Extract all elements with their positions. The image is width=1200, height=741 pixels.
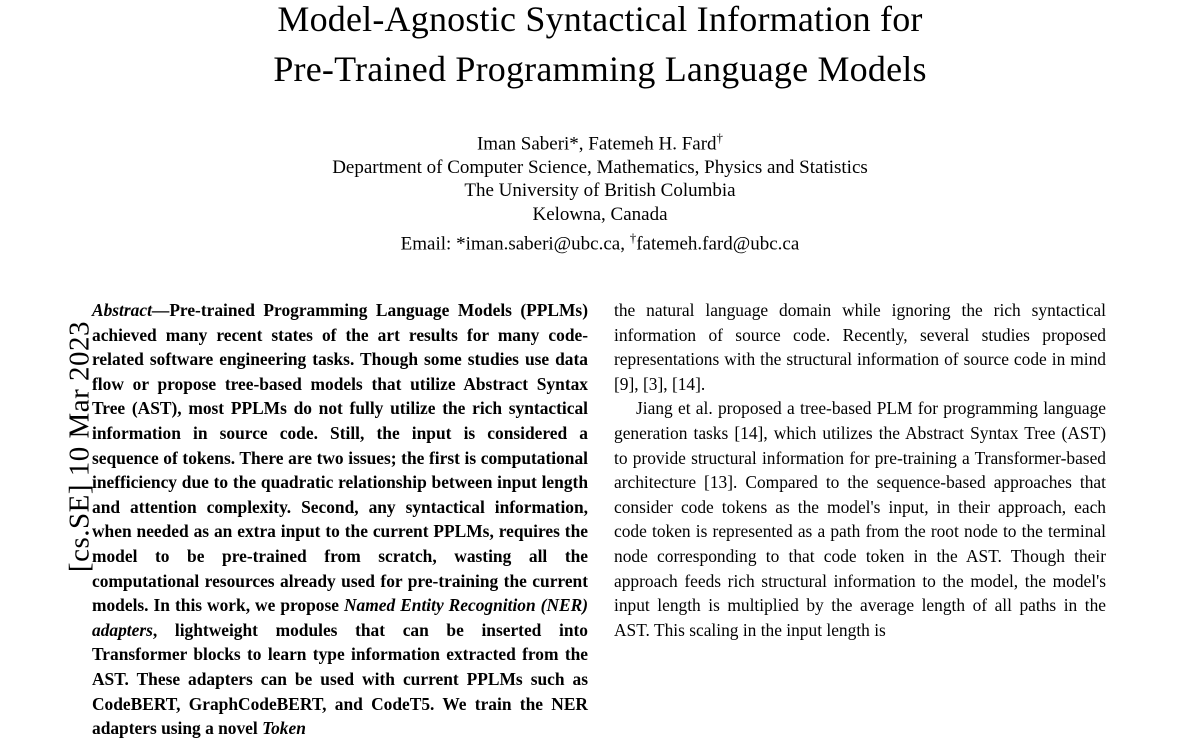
dagger-symbol: † (716, 130, 724, 145)
author-emails (100, 226, 1100, 256)
author-location: Kelowna, Canada (532, 203, 668, 225)
abstract-paragraph (92, 298, 588, 741)
author-department: Department of Computer Science, Mathematics, Physics and Statistics (332, 156, 868, 178)
title-line-2: Pre-Trained Programming Language Models (273, 49, 927, 89)
abstract-label: Abstract (92, 300, 152, 320)
abstract-italic-ner-adapters: Named Entity Recognition (NER) adapters (92, 595, 588, 640)
author-names-text: Iman Saberi*, Fatemeh H. Fard (476, 133, 717, 155)
dagger-symbol-2: † (629, 230, 637, 246)
email-primary: *iman.saberi@ubc.ca, (456, 233, 625, 255)
page-title (100, 0, 1100, 94)
author-names (100, 126, 1100, 156)
body-paragraph-1: the natural language domain while ignoring the rich syntactical information of source code. Recently, several studies proposed representations with the structural information of source code in mind [9], [3], [14]. (614, 300, 1106, 394)
abstract-text-part1: Pre-trained Programming Language Models (PPLMs) achieved many recent states of the art results for many code-related software engineering tasks. Though some studies use data flow or propose tree-based models that utilize Abstract Syntax Tree (AST), most PPLMs do not fully utilize the rich syntactical information in source code. Still, the input is considered a sequence of tokens. There are two issues; the first is computational inefficiency due to the quadratic relationship between input length and attention complexity. Second, any syntactical information, when needed as an extra input to the current PPLMs, requires the model to be pre-trained from scratch, wasting all the computational resources already used for pre-training the current models. In this work, we propose (92, 300, 588, 616)
body-paragraph-2: Jiang et al. proposed a tree-based PLM for programming language generation tasks [14], which utilizes the Abstract Syntax Tree (AST) to provide structural information for pre-training a Transformer-based architecture [13]. Compared to the sequence-based approaches that consider code tokens as the model's input, in their approach, each code token is represented as a path from the root node to the terminal node corresponding to that code token in the AST. Though their approach feeds rich structural information to the model, the model's input length is multiplied by the average length of all paths in the AST. This scaling in the input length is (614, 398, 1106, 640)
abstract-text-part2: , lightweight modules that can be inserted into Transformer blocks to learn type information extracted from the AST. These adapters can be used with current PPLMs such as CodeBERT, GraphCodeBERT, and CodeT5. We train the NER adapters using a novel (92, 619, 588, 739)
email-label: Email: (400, 233, 452, 255)
abstract-italic-token: Token (262, 718, 306, 739)
author-university: The University of British Columbia (464, 180, 736, 202)
title-line-1: Model-Agnostic Syntactical Information for (277, 0, 923, 39)
abstract-column (92, 298, 588, 741)
body-column-right (614, 298, 1106, 642)
authors-block (100, 126, 1100, 256)
arxiv-vertical-stamp: [cs.SE] 10 Mar 2023 (63, 320, 96, 573)
email-secondary: fatemeh.fard@ubc.ca (636, 233, 800, 255)
abstract-dash: — (151, 300, 170, 320)
